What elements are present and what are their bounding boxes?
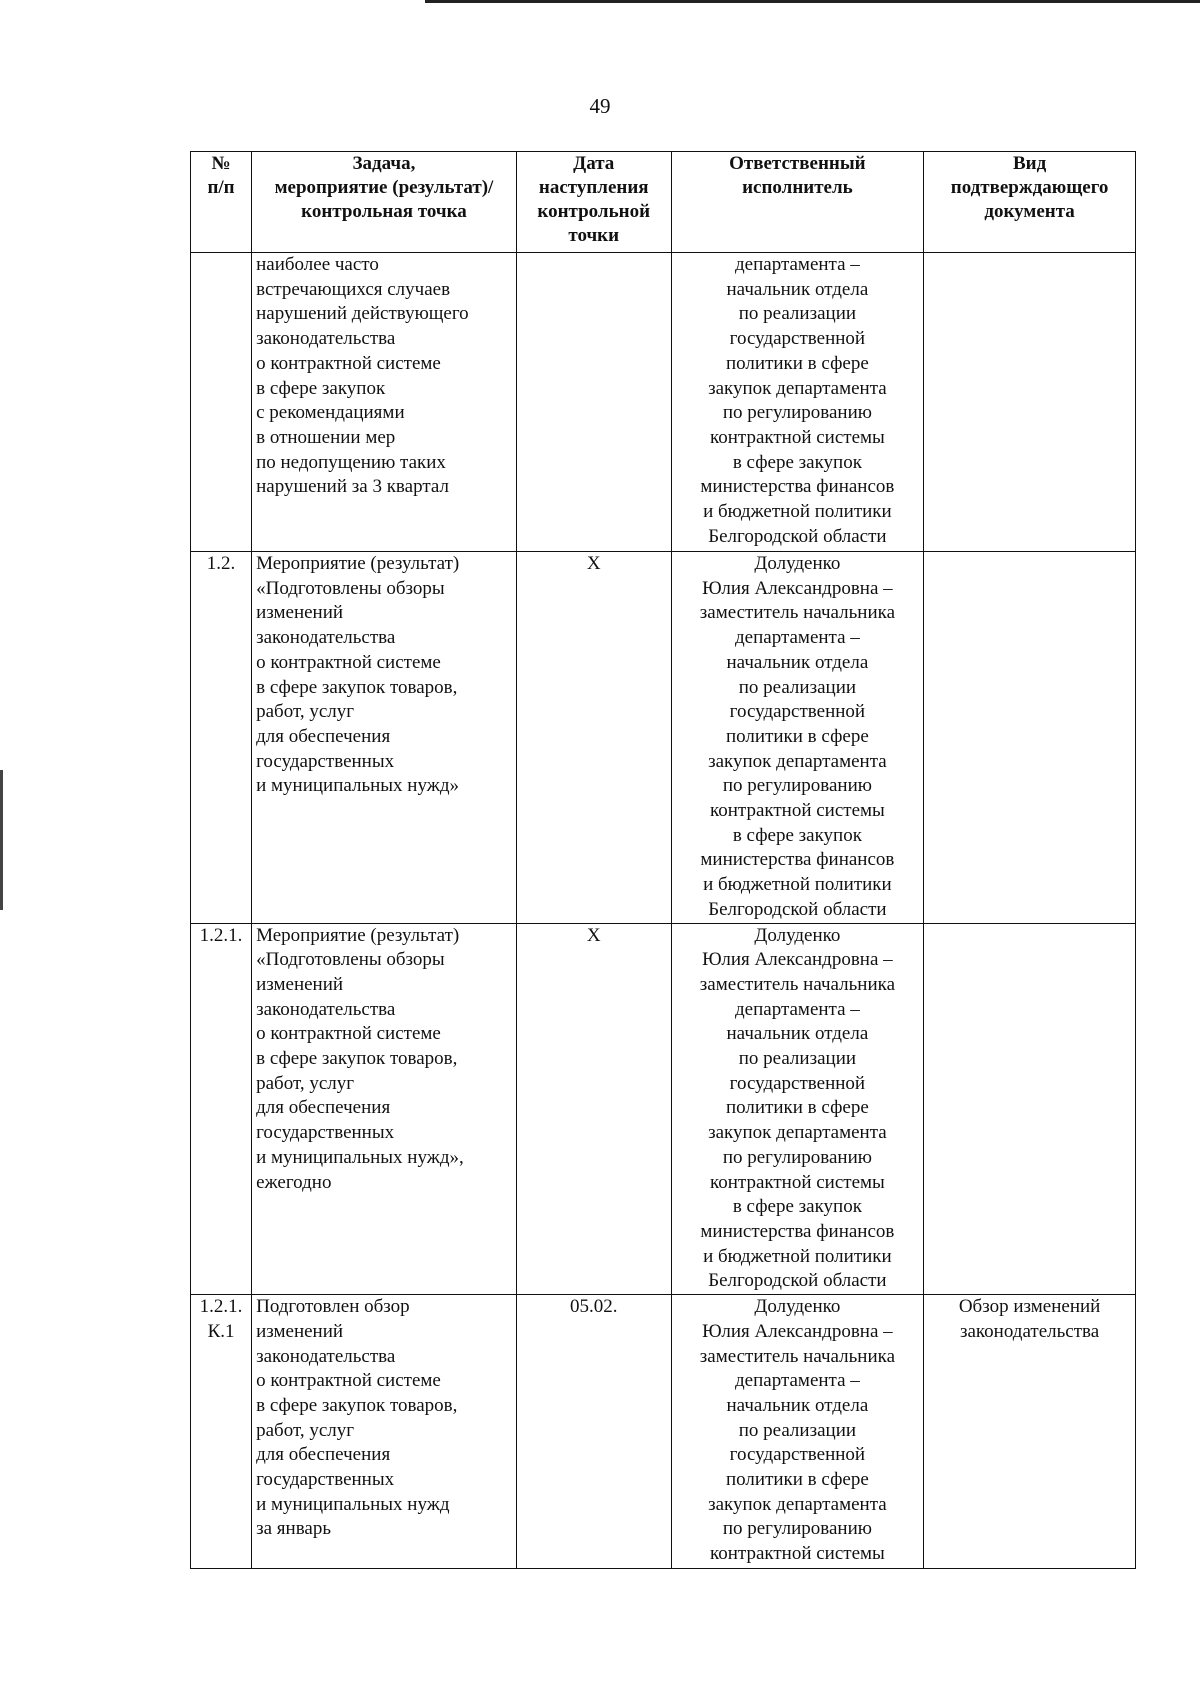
cell-doc-line: законодательства <box>959 1320 1100 1342</box>
cell-responsible <box>671 552 924 924</box>
cell-task-line: о контрактной системе <box>256 1023 441 1045</box>
cell-date <box>516 552 671 924</box>
cell-task-line: в сфере закупок товаров, <box>256 1048 458 1070</box>
cell-responsible <box>671 923 924 1295</box>
header-date-line: Дата <box>573 153 615 174</box>
cell-responsible-line: заместитель начальника <box>699 602 896 624</box>
cell-responsible-line: Белгородской области <box>708 1270 887 1292</box>
cell-responsible-line: закупок департамента <box>708 1493 887 1515</box>
cell-responsible-line: по регулированию <box>722 775 872 797</box>
cell-responsible-line: государственной <box>729 701 866 723</box>
cell-num-line: 1.2.1. <box>199 924 243 946</box>
cell-task-line: в сфере закупок товаров, <box>256 1394 458 1416</box>
header-task-line: мероприятие (результат)/ <box>274 177 494 198</box>
cell-task-line: Мероприятие (результат) <box>256 924 460 946</box>
header-task <box>252 152 517 253</box>
cell-task-line: государственных <box>256 750 395 772</box>
header-task-line: контрольная точка <box>301 201 467 222</box>
cell-responsible-line: начальник отдела <box>726 278 869 300</box>
header-responsible-line: Ответственный <box>729 153 866 174</box>
cell-responsible-line: закупок департамента <box>708 750 887 772</box>
cell-task-line: изменений <box>256 973 344 995</box>
cell-responsible-line: департамента – <box>735 998 860 1020</box>
cell-task-line: и муниципальных нужд» <box>256 775 460 797</box>
cell-doc-line: Обзор изменений <box>958 1296 1101 1318</box>
cell-task-line: работ, услуг <box>256 1419 355 1441</box>
cell-task-line: Подготовлен обзор <box>256 1296 410 1318</box>
cell-num <box>191 923 252 1295</box>
cell-responsible-line: департамента – <box>735 254 860 275</box>
cell-task-line: в сфере закупок товаров, <box>256 676 458 698</box>
cell-task-line: и муниципальных нужд <box>256 1493 450 1515</box>
cell-num-line: 1.2. <box>206 553 236 574</box>
cell-date <box>516 1295 671 1569</box>
header-date-line: контрольной <box>537 201 651 222</box>
header-doc-line: документа <box>984 201 1075 222</box>
cell-responsible-line: по регулированию <box>722 1518 872 1540</box>
cell-responsible-line: политики в сфере <box>726 725 869 747</box>
cell-responsible-line: и бюджетной политики <box>703 874 892 896</box>
cell-date-line: 05.02. <box>569 1296 618 1318</box>
header-num-line: п/п <box>207 177 235 198</box>
cell-date <box>516 253 671 552</box>
cell-responsible-line: государственной <box>729 1444 866 1466</box>
cell-task-line: изменений <box>256 1320 344 1342</box>
cell-responsible <box>671 1295 924 1569</box>
header-num-line: № <box>211 153 231 174</box>
cell-task-line: государственных <box>256 1469 395 1491</box>
cell-doc <box>924 552 1136 924</box>
header-doc-line: Вид <box>1012 153 1047 174</box>
cell-num-line: 1.2.1. <box>199 1296 243 1318</box>
cell-responsible-line: Белгородской области <box>708 898 887 920</box>
cell-responsible-line: государственной <box>729 1072 866 1094</box>
cell-responsible-line: политики в сфере <box>726 352 869 374</box>
cell-task <box>252 552 517 924</box>
cell-task-line: в отношении мер <box>256 426 396 448</box>
cell-responsible-line: департамента – <box>735 1370 860 1392</box>
cell-task-line: законодательства <box>256 998 396 1020</box>
cell-responsible-line: министерства финансов <box>700 849 895 871</box>
cell-num <box>191 1295 252 1569</box>
cell-task-line: о контрактной системе <box>256 352 441 374</box>
cell-responsible-line: заместитель начальника <box>699 1345 896 1367</box>
cell-responsible-line: контрактной системы <box>709 800 885 822</box>
cell-task-line: изменений <box>256 602 344 624</box>
header-date-line: наступления <box>538 177 649 198</box>
cell-task-line: в сфере закупок <box>256 377 386 399</box>
cell-num-line: К.1 <box>207 1320 235 1342</box>
cell-responsible-line: контрактной системы <box>709 1171 885 1193</box>
cell-date-line: Х <box>586 553 601 574</box>
cell-task <box>252 923 517 1295</box>
cell-responsible-line: министерства финансов <box>700 476 895 498</box>
cell-responsible-line: и бюджетной политики <box>703 501 892 523</box>
cell-responsible-line: Долуденко <box>754 924 841 946</box>
cell-task-line: законодательства <box>256 328 396 350</box>
table-header-row <box>191 152 1136 253</box>
cell-responsible-line: Юлия Александровна – <box>702 949 893 971</box>
cell-task-line: нарушений действующего <box>256 303 469 325</box>
header-date-line: точки <box>568 225 620 246</box>
cell-responsible-line: и бюджетной политики <box>703 1245 892 1267</box>
cell-responsible-line: Долуденко <box>754 1296 841 1318</box>
cell-date <box>516 923 671 1295</box>
cell-responsible-line: контрактной системы <box>709 426 885 448</box>
cell-task-line: для обеспечения <box>256 1097 391 1119</box>
header-responsible <box>671 152 924 253</box>
cell-doc <box>924 1295 1136 1569</box>
scan-left-edge-mark <box>0 770 3 910</box>
cell-task-line: за январь <box>256 1518 332 1540</box>
cell-responsible-line: в сфере закупок <box>732 451 862 473</box>
cell-responsible <box>671 253 924 552</box>
cell-task <box>252 253 517 552</box>
cell-date-line: Х <box>586 924 601 946</box>
cell-task-line: законодательства <box>256 1345 396 1367</box>
cell-responsible-line: министерства финансов <box>700 1220 895 1242</box>
cell-responsible-line: Юлия Александровна – <box>702 577 893 599</box>
cell-doc <box>924 923 1136 1295</box>
cell-task-line: государственных <box>256 1122 395 1144</box>
header-responsible-line: исполнитель <box>742 177 853 198</box>
cell-responsible-line: Юлия Александровна – <box>702 1320 893 1342</box>
cell-task-line: для обеспечения <box>256 725 391 747</box>
cell-responsible-line: заместитель начальника <box>699 973 896 995</box>
cell-task-line: по недопущению таких <box>256 451 446 473</box>
cell-task-line: «Подготовлены обзоры <box>256 949 445 971</box>
cell-task-line: ежегодно <box>256 1171 332 1193</box>
header-task-line: Задача, <box>352 153 416 174</box>
cell-task-line: для обеспечения <box>256 1444 391 1466</box>
cell-doc <box>924 253 1136 552</box>
cell-task-line: о контрактной системе <box>256 651 441 673</box>
cell-responsible-line: по регулированию <box>722 402 872 424</box>
cell-responsible-line: по реализации <box>738 1419 857 1441</box>
header-num <box>191 152 252 253</box>
cell-task-line: работ, услуг <box>256 1072 355 1094</box>
cell-responsible-line: по реализации <box>738 303 857 325</box>
cell-task-line: наиболее часто <box>256 254 379 275</box>
cell-task <box>252 1295 517 1569</box>
cell-task-line: Мероприятие (результат) <box>256 553 460 574</box>
cell-task-line: о контрактной системе <box>256 1370 441 1392</box>
cell-responsible-line: в сфере закупок <box>732 824 862 846</box>
table-row <box>191 552 1136 924</box>
header-date <box>516 152 671 253</box>
plan-table <box>190 151 1136 1569</box>
cell-responsible-line: начальник отдела <box>726 1394 869 1416</box>
cell-responsible-line: по регулированию <box>722 1146 872 1168</box>
cell-responsible-line: начальник отдела <box>726 1023 869 1045</box>
cell-responsible-line: в сфере закупок <box>732 1196 862 1218</box>
cell-responsible-line: начальник отдела <box>726 651 869 673</box>
cell-num <box>191 552 252 924</box>
cell-task-line: нарушений за 3 квартал <box>256 476 449 498</box>
scan-top-border-line <box>425 0 1200 3</box>
cell-responsible-line: политики в сфере <box>726 1097 869 1119</box>
cell-responsible-line: по реализации <box>738 676 857 698</box>
cell-responsible-line: Белгородской области <box>708 525 887 547</box>
cell-responsible-line: Долуденко <box>754 553 841 574</box>
cell-task-line: законодательства <box>256 627 396 649</box>
header-doc <box>924 152 1136 253</box>
cell-task-line: работ, услуг <box>256 701 355 723</box>
cell-responsible-line: по реализации <box>738 1048 857 1070</box>
table-row <box>191 253 1136 552</box>
cell-responsible-line: департамента – <box>735 627 860 649</box>
cell-task-line: и муниципальных нужд», <box>256 1146 464 1168</box>
cell-responsible-line: контрактной системы <box>709 1543 885 1565</box>
cell-num <box>191 253 252 552</box>
cell-task-line: встречающихся случаев <box>256 278 451 300</box>
cell-task-line: с рекомендациями <box>256 402 405 424</box>
cell-responsible-line: закупок департамента <box>708 1122 887 1144</box>
cell-task-line: «Подготовлены обзоры <box>256 577 445 599</box>
header-doc-line: подтверждающего <box>950 177 1109 198</box>
cell-responsible-line: государственной <box>729 328 866 350</box>
cell-responsible-line: политики в сфере <box>726 1469 869 1491</box>
table-row <box>191 1295 1136 1569</box>
page-number: 49 <box>589 94 611 118</box>
table-row <box>191 923 1136 1295</box>
cell-responsible-line: закупок департамента <box>708 377 887 399</box>
